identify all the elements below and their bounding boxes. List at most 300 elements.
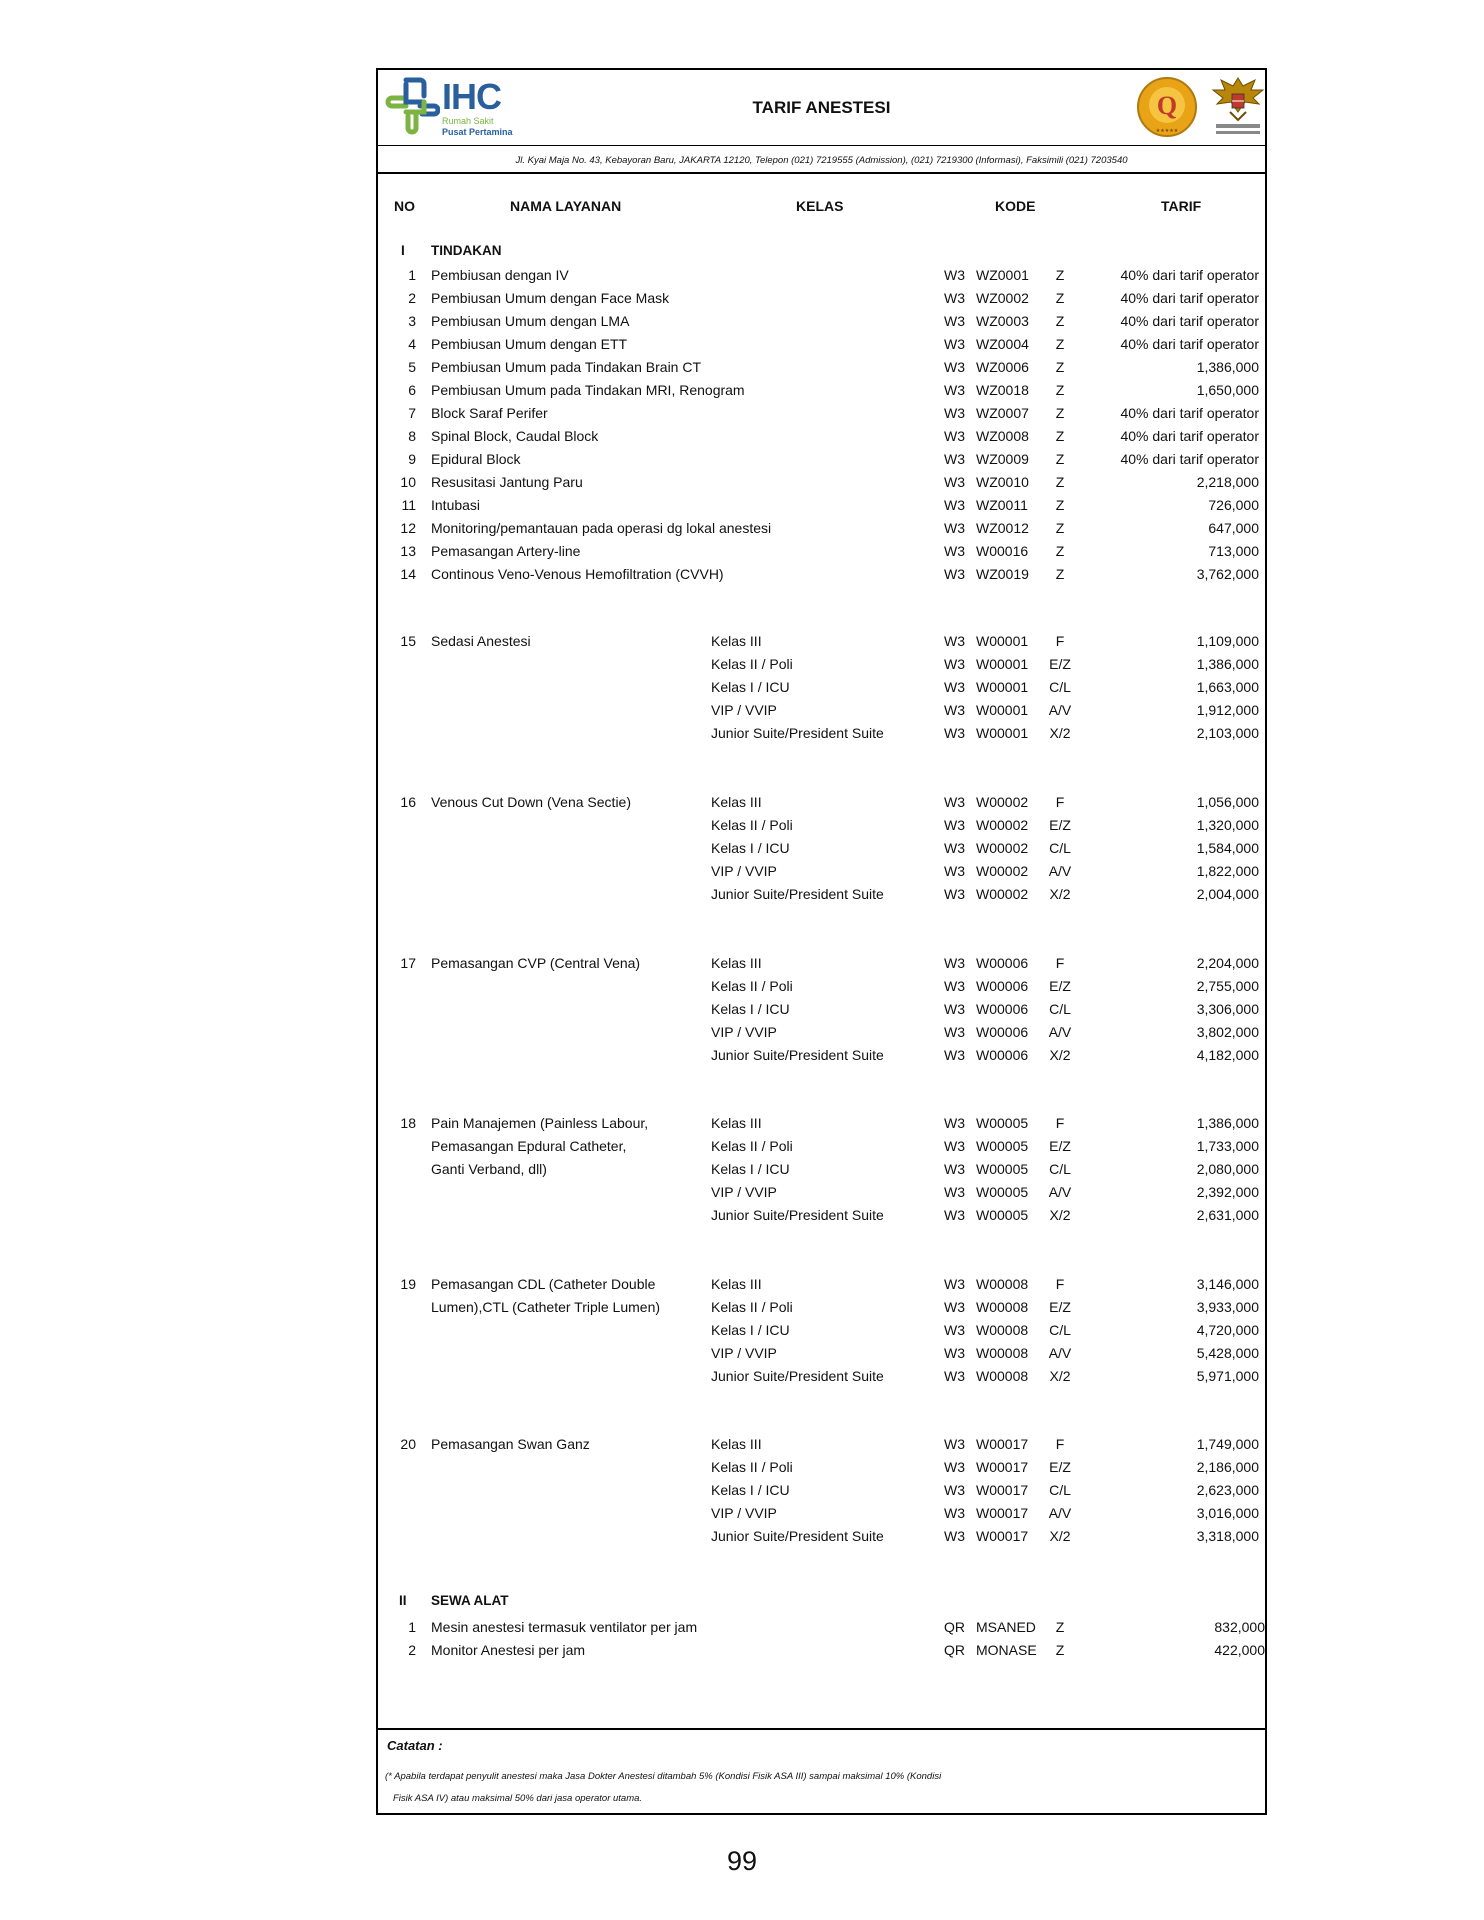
tariff-value: 1,386,000 xyxy=(1196,656,1259,672)
table-row xyxy=(378,1616,1265,1639)
class-suffix: E/Z xyxy=(1049,978,1071,994)
service-name: Venous Cut Down (Vena Sectie) xyxy=(431,794,632,810)
code-prefix: W3 xyxy=(944,633,965,649)
class-suffix: Z xyxy=(1055,497,1065,513)
row-number: 8 xyxy=(408,428,416,444)
class-name: Junior Suite/President Suite xyxy=(711,725,884,741)
class-suffix: Z xyxy=(1055,382,1065,398)
service-code: W00005 xyxy=(976,1184,1029,1200)
notes-title: Catatan : xyxy=(387,1738,443,1753)
service-name: Pemasangan Artery-line xyxy=(431,543,581,559)
row-number: 5 xyxy=(408,359,416,375)
row-number: 14 xyxy=(400,566,416,582)
tariff-value: 40% dari tarif operator xyxy=(1120,405,1259,421)
service-name: Monitor Anestesi per jam xyxy=(431,1642,586,1658)
service-code: MSANED xyxy=(976,1619,1036,1635)
table-row xyxy=(378,1456,1265,1479)
service-code: W00005 xyxy=(976,1115,1029,1131)
tariff-value: 1,386,000 xyxy=(1196,359,1259,375)
class-name: VIP / VVIP xyxy=(711,1184,777,1200)
service-code: WZ0006 xyxy=(976,359,1029,375)
tariff-value: 3,933,000 xyxy=(1196,1299,1259,1315)
class-name: Kelas III xyxy=(711,1436,762,1452)
code-prefix: W3 xyxy=(944,863,965,879)
tariff-value: 3,016,000 xyxy=(1196,1505,1259,1521)
row-number: 6 xyxy=(408,382,416,398)
code-prefix: W3 xyxy=(944,451,965,467)
tariff-value: 2,204,000 xyxy=(1196,955,1259,971)
class-name: Kelas II / Poli xyxy=(711,1299,793,1315)
table-row xyxy=(378,630,1265,653)
service-code: W00001 xyxy=(976,702,1029,718)
section-2-roman: II xyxy=(399,1593,407,1608)
code-prefix: W3 xyxy=(944,955,965,971)
code-prefix: W3 xyxy=(944,405,965,421)
row-number: 2 xyxy=(408,290,416,306)
class-suffix: X/2 xyxy=(1049,1528,1071,1544)
table-row xyxy=(378,837,1265,860)
code-prefix: W3 xyxy=(944,1207,965,1223)
service-name: Ganti Verband, dll) xyxy=(431,1161,547,1177)
table-row xyxy=(378,860,1265,883)
service-name: Pembiusan Umum pada Tindakan MRI, Renogram xyxy=(431,382,745,398)
class-suffix: A/V xyxy=(1048,863,1072,879)
garuda-emblem-icon xyxy=(1208,72,1268,142)
row-number: 1 xyxy=(408,1619,416,1635)
code-prefix: W3 xyxy=(944,840,965,856)
class-suffix: Z xyxy=(1055,313,1065,329)
service-code: WZ0010 xyxy=(976,474,1029,490)
service-code: W00006 xyxy=(976,1047,1029,1063)
class-suffix: X/2 xyxy=(1049,1047,1071,1063)
document-title: TARIF ANESTESI xyxy=(752,98,891,117)
table-row xyxy=(378,333,1265,356)
code-prefix: W3 xyxy=(944,1436,965,1452)
service-name: Pemasangan CVP (Central Vena) xyxy=(431,955,641,971)
tariff-value: 2,004,000 xyxy=(1196,886,1259,902)
column-headers xyxy=(378,198,1265,218)
code-prefix: W3 xyxy=(944,817,965,833)
service-code: W00017 xyxy=(976,1528,1029,1544)
service-code: WZ0002 xyxy=(976,290,1029,306)
class-suffix: E/Z xyxy=(1049,1299,1071,1315)
service-code: W00006 xyxy=(976,955,1029,971)
service-code: W00005 xyxy=(976,1138,1029,1154)
tariff-value: 1,749,000 xyxy=(1196,1436,1259,1452)
table-row xyxy=(378,1273,1265,1296)
class-suffix: F xyxy=(1055,1436,1065,1452)
service-name: Mesin anestesi termasuk ventilator per jam xyxy=(431,1619,698,1635)
code-prefix: W3 xyxy=(944,1161,965,1177)
table-row xyxy=(378,1112,1265,1135)
class-suffix: Z xyxy=(1055,566,1065,582)
tariff-value: 713,000 xyxy=(1208,543,1259,559)
class-name: Junior Suite/President Suite xyxy=(711,1207,884,1223)
code-prefix: W3 xyxy=(944,566,965,582)
notes-box xyxy=(378,1728,1265,1815)
class-name: Kelas I / ICU xyxy=(711,1482,790,1498)
table-row xyxy=(378,1639,1265,1662)
service-code: W00001 xyxy=(976,725,1029,741)
table-row xyxy=(378,517,1265,540)
class-name: Junior Suite/President Suite xyxy=(711,1047,884,1063)
tariff-table-frame xyxy=(376,68,1267,1815)
tariff-value: 40% dari tarif operator xyxy=(1120,313,1259,329)
code-prefix: W3 xyxy=(944,543,965,559)
table-row xyxy=(378,952,1265,975)
service-code: WZ0001 xyxy=(976,267,1029,283)
service-code: W00008 xyxy=(976,1345,1029,1361)
table-row xyxy=(378,1021,1265,1044)
service-code: W00016 xyxy=(976,543,1029,559)
service-name: Pemasangan Swan Ganz xyxy=(431,1436,590,1452)
row-number: 7 xyxy=(408,405,416,421)
quality-seal-icon xyxy=(1136,76,1198,138)
row-number: 9 xyxy=(408,451,416,467)
notes-line-1: (* Apabila terdapat penyulit anestesi maka Jasa Dokter Anestesi ditambah 5% (Kondisi Fisik ASA III) sampai maksimal 10% (Kondisi xyxy=(385,1771,942,1782)
table-row xyxy=(378,699,1265,722)
table-row xyxy=(378,883,1265,906)
tariff-value: 422,000 xyxy=(1214,1642,1265,1658)
tariff-value: 40% dari tarif operator xyxy=(1120,267,1259,283)
service-code: WZ0008 xyxy=(976,428,1029,444)
table-row xyxy=(378,814,1265,837)
service-code: W00017 xyxy=(976,1505,1029,1521)
svg-text:Q: Q xyxy=(1156,91,1178,120)
col-name: NAMA LAYANAN xyxy=(510,198,622,214)
service-code: WZ0007 xyxy=(976,405,1029,421)
tariff-value: 726,000 xyxy=(1208,497,1259,513)
service-name: Pemasangan Epdural Catheter, xyxy=(431,1138,627,1154)
code-prefix: W3 xyxy=(944,267,965,283)
row-number: 2 xyxy=(408,1642,416,1658)
table-row xyxy=(378,1365,1265,1388)
tariff-value: 5,428,000 xyxy=(1196,1345,1259,1361)
class-suffix: A/V xyxy=(1048,1184,1072,1200)
class-name: Kelas III xyxy=(711,794,762,810)
class-suffix: X/2 xyxy=(1049,1368,1071,1384)
row-number: 16 xyxy=(400,794,416,810)
table-row xyxy=(378,1158,1265,1181)
table-row xyxy=(378,722,1265,745)
table-row xyxy=(378,1044,1265,1067)
class-name: Kelas III xyxy=(711,955,762,971)
class-suffix: Z xyxy=(1055,474,1065,490)
class-suffix: Z xyxy=(1055,1619,1065,1635)
class-name: Junior Suite/President Suite xyxy=(711,886,884,902)
table-row xyxy=(378,1296,1265,1319)
class-suffix: C/L xyxy=(1049,1001,1071,1017)
code-prefix: W3 xyxy=(944,978,965,994)
logo-subtitle-1: Rumah Sakit xyxy=(442,116,494,126)
service-name: Pain Manajemen (Painless Labour, xyxy=(431,1115,649,1131)
document-header xyxy=(378,70,1265,146)
service-code: W00008 xyxy=(976,1322,1029,1338)
row-number: 1 xyxy=(408,267,416,283)
service-name: Block Saraf Perifer xyxy=(431,405,548,421)
tariff-value: 1,663,000 xyxy=(1196,679,1259,695)
tariff-value: 2,392,000 xyxy=(1196,1184,1259,1200)
service-code: W00017 xyxy=(976,1459,1029,1475)
col-kelas: KELAS xyxy=(796,198,844,214)
row-number: 13 xyxy=(400,543,416,559)
tariff-value: 1,056,000 xyxy=(1196,794,1259,810)
class-suffix: E/Z xyxy=(1049,656,1071,672)
table-row xyxy=(378,998,1265,1021)
notes-body xyxy=(385,1766,1085,1810)
class-suffix: A/V xyxy=(1048,1345,1072,1361)
class-suffix: F xyxy=(1055,1115,1065,1131)
code-prefix: W3 xyxy=(944,313,965,329)
service-name: Sedasi Anestesi xyxy=(431,633,531,649)
class-name: Kelas III xyxy=(711,1115,762,1131)
row-number: 12 xyxy=(400,520,416,536)
logo-wordmark: IHC xyxy=(442,76,501,117)
service-name: Continous Veno-Venous Hemofiltration (CVVH) xyxy=(431,566,724,582)
code-prefix: W3 xyxy=(944,1184,965,1200)
class-suffix: E/Z xyxy=(1049,1138,1071,1154)
tariff-value: 1,584,000 xyxy=(1196,840,1259,856)
class-suffix: C/L xyxy=(1049,679,1071,695)
class-name: VIP / VVIP xyxy=(711,1024,777,1040)
code-prefix: W3 xyxy=(944,886,965,902)
class-name: Kelas II / Poli xyxy=(711,1459,793,1475)
class-name: Junior Suite/President Suite xyxy=(711,1368,884,1384)
class-suffix: Z xyxy=(1055,543,1065,559)
tariff-value: 1,733,000 xyxy=(1196,1138,1259,1154)
svg-text:★★★★★: ★★★★★ xyxy=(1155,128,1179,134)
class-name: Kelas III xyxy=(711,633,762,649)
class-suffix: C/L xyxy=(1049,1482,1071,1498)
address-bar: Jl. Kyai Maja No. 43, Kebayoran Baru, JAKARTA 12120, Telepon (021) 7219555 (Admission), (021) 7219300 (Informasi), Faksimili (021) 7203540 xyxy=(378,147,1265,174)
code-prefix: W3 xyxy=(944,1276,965,1292)
code-prefix: W3 xyxy=(944,679,965,695)
service-code: W00002 xyxy=(976,817,1029,833)
section-1-roman: I xyxy=(401,243,405,258)
table-row xyxy=(378,471,1265,494)
table-row xyxy=(378,379,1265,402)
row-number: 18 xyxy=(400,1115,416,1131)
class-suffix: Z xyxy=(1055,405,1065,421)
code-prefix: W3 xyxy=(944,1299,965,1315)
service-code: WZ0011 xyxy=(976,497,1028,513)
service-code: W00006 xyxy=(976,1001,1029,1017)
class-name: Kelas I / ICU xyxy=(711,840,790,856)
class-name: Kelas I / ICU xyxy=(711,1161,790,1177)
class-name: Kelas II / Poli xyxy=(711,1138,793,1154)
table-row xyxy=(378,1342,1265,1365)
table-row xyxy=(378,402,1265,425)
code-prefix: W3 xyxy=(944,1138,965,1154)
service-name: Lumen),CTL (Catheter Triple Lumen) xyxy=(431,1299,661,1315)
class-suffix: Z xyxy=(1055,267,1065,283)
service-code: W00005 xyxy=(976,1161,1029,1177)
class-suffix: X/2 xyxy=(1049,725,1071,741)
tariff-value: 1,650,000 xyxy=(1196,382,1259,398)
class-name: Kelas II / Poli xyxy=(711,817,793,833)
table-row xyxy=(378,540,1265,563)
row-number: 10 xyxy=(400,474,416,490)
class-suffix: Z xyxy=(1055,520,1065,536)
code-prefix: W3 xyxy=(944,702,965,718)
table-row xyxy=(378,1204,1265,1227)
table-row xyxy=(378,287,1265,310)
service-name: Pembiusan dengan IV xyxy=(431,267,569,283)
code-prefix: W3 xyxy=(944,1459,965,1475)
table-row xyxy=(378,1479,1265,1502)
class-suffix: Z xyxy=(1055,336,1065,352)
class-suffix: F xyxy=(1055,1276,1065,1292)
class-suffix: Z xyxy=(1055,428,1065,444)
notes-line-2: Fisik ASA IV) atau maksimal 50% dari jasa operator utama. xyxy=(393,1793,643,1804)
service-code: W00001 xyxy=(976,656,1029,672)
tariff-value: 832,000 xyxy=(1214,1619,1265,1635)
class-name: Kelas III xyxy=(711,1276,762,1292)
class-name: VIP / VVIP xyxy=(711,863,777,879)
code-prefix: W3 xyxy=(944,1505,965,1521)
class-suffix: X/2 xyxy=(1049,1207,1071,1223)
class-suffix: E/Z xyxy=(1049,1459,1071,1475)
col-tarif: TARIF xyxy=(1161,198,1202,214)
class-suffix: X/2 xyxy=(1049,886,1071,902)
code-prefix: W3 xyxy=(944,656,965,672)
page-number: 99 xyxy=(726,1846,758,1876)
service-code: W00002 xyxy=(976,863,1029,879)
service-name: Pembiusan Umum dengan LMA xyxy=(431,313,630,329)
service-code: W00017 xyxy=(976,1482,1029,1498)
class-suffix: Z xyxy=(1055,451,1065,467)
col-no: NO xyxy=(394,198,415,214)
tariff-value: 3,318,000 xyxy=(1196,1528,1259,1544)
code-prefix: W3 xyxy=(944,1528,965,1544)
table-row xyxy=(378,1525,1265,1548)
table-row xyxy=(378,1502,1265,1525)
code-prefix: W3 xyxy=(944,794,965,810)
class-name: Kelas II / Poli xyxy=(711,656,793,672)
code-prefix: W3 xyxy=(944,1322,965,1338)
table-row xyxy=(378,563,1265,586)
service-code: W00006 xyxy=(976,978,1029,994)
row-number: 11 xyxy=(401,497,416,513)
table-row xyxy=(378,676,1265,699)
class-suffix: C/L xyxy=(1049,840,1071,856)
table-row xyxy=(378,356,1265,379)
class-suffix: C/L xyxy=(1049,1322,1071,1338)
code-prefix: W3 xyxy=(944,1368,965,1384)
class-suffix: A/V xyxy=(1048,1505,1072,1521)
service-code: W00001 xyxy=(976,679,1029,695)
class-suffix: C/L xyxy=(1049,1161,1071,1177)
class-name: VIP / VVIP xyxy=(711,702,777,718)
code-prefix: W3 xyxy=(944,497,965,513)
service-name: Pemasangan CDL (Catheter Double xyxy=(431,1276,656,1292)
code-prefix: W3 xyxy=(944,359,965,375)
row-number: 17 xyxy=(400,955,416,971)
code-prefix: W3 xyxy=(944,1482,965,1498)
service-code: WZ0018 xyxy=(976,382,1029,398)
service-code: WZ0003 xyxy=(976,313,1029,329)
service-code: MONASE xyxy=(976,1642,1037,1658)
class-suffix: E/Z xyxy=(1049,817,1071,833)
class-name: VIP / VVIP xyxy=(711,1505,777,1521)
class-suffix: Z xyxy=(1055,359,1065,375)
table-row xyxy=(378,264,1265,287)
col-kode: KODE xyxy=(995,198,1036,214)
tariff-value: 2,080,000 xyxy=(1196,1161,1259,1177)
code-prefix: W3 xyxy=(944,1001,965,1017)
row-number: 19 xyxy=(400,1276,416,1292)
tariff-value: 40% dari tarif operator xyxy=(1120,336,1259,352)
tariff-value: 1,320,000 xyxy=(1196,817,1259,833)
service-code: WZ0009 xyxy=(976,451,1029,467)
table-row xyxy=(378,975,1265,998)
class-suffix: A/V xyxy=(1048,1024,1072,1040)
tariff-value: 1,386,000 xyxy=(1196,1115,1259,1131)
code-prefix: W3 xyxy=(944,1047,965,1063)
class-name: VIP / VVIP xyxy=(711,1345,777,1361)
service-name: Monitoring/pemantauan pada operasi dg lokal anestesi xyxy=(431,520,772,536)
class-name: Kelas I / ICU xyxy=(711,1322,790,1338)
class-name: Kelas I / ICU xyxy=(711,1001,790,1017)
section-1-title: TINDAKAN xyxy=(431,243,502,258)
code-prefix: QR xyxy=(944,1642,965,1658)
class-suffix: F xyxy=(1055,633,1065,649)
service-code: W00006 xyxy=(976,1024,1029,1040)
tariff-value: 1,109,000 xyxy=(1196,633,1259,649)
tariff-value: 647,000 xyxy=(1208,520,1259,536)
code-prefix: W3 xyxy=(944,382,965,398)
service-code: W00008 xyxy=(976,1276,1029,1292)
tariff-value: 2,623,000 xyxy=(1196,1482,1259,1498)
tariff-value: 4,720,000 xyxy=(1196,1322,1259,1338)
row-number: 20 xyxy=(400,1436,416,1452)
tariff-value: 40% dari tarif operator xyxy=(1120,428,1259,444)
class-name: Kelas II / Poli xyxy=(711,978,793,994)
code-prefix: W3 xyxy=(944,1024,965,1040)
table-row xyxy=(378,310,1265,333)
table-row xyxy=(378,653,1265,676)
code-prefix: W3 xyxy=(944,725,965,741)
class-suffix: Z xyxy=(1055,1642,1065,1658)
tariff-value: 3,762,000 xyxy=(1196,566,1259,582)
tariff-value: 5,971,000 xyxy=(1196,1368,1259,1384)
section-2-title: SEWA ALAT xyxy=(431,1593,509,1608)
service-code: WZ0019 xyxy=(976,566,1029,582)
service-code: WZ0012 xyxy=(976,520,1029,536)
table-row xyxy=(378,425,1265,448)
code-prefix: W3 xyxy=(944,1345,965,1361)
service-code: W00008 xyxy=(976,1299,1029,1315)
service-code: W00002 xyxy=(976,840,1029,856)
service-code: W00001 xyxy=(976,633,1029,649)
class-name: Junior Suite/President Suite xyxy=(711,1528,884,1544)
row-number: 4 xyxy=(408,336,416,352)
service-name: Pembiusan Umum dengan Face Mask xyxy=(431,290,670,306)
code-prefix: W3 xyxy=(944,290,965,306)
tariff-value: 2,103,000 xyxy=(1196,725,1259,741)
tariff-value: 40% dari tarif operator xyxy=(1120,290,1259,306)
code-prefix: QR xyxy=(944,1619,965,1635)
service-code: W00017 xyxy=(976,1436,1029,1452)
service-code: W00002 xyxy=(976,886,1029,902)
table-row xyxy=(378,1433,1265,1456)
code-prefix: W3 xyxy=(944,336,965,352)
row-number: 15 xyxy=(400,633,416,649)
tariff-value: 3,306,000 xyxy=(1196,1001,1259,1017)
table-row xyxy=(378,1319,1265,1342)
service-name: Intubasi xyxy=(431,497,481,513)
class-name: Kelas I / ICU xyxy=(711,679,790,695)
